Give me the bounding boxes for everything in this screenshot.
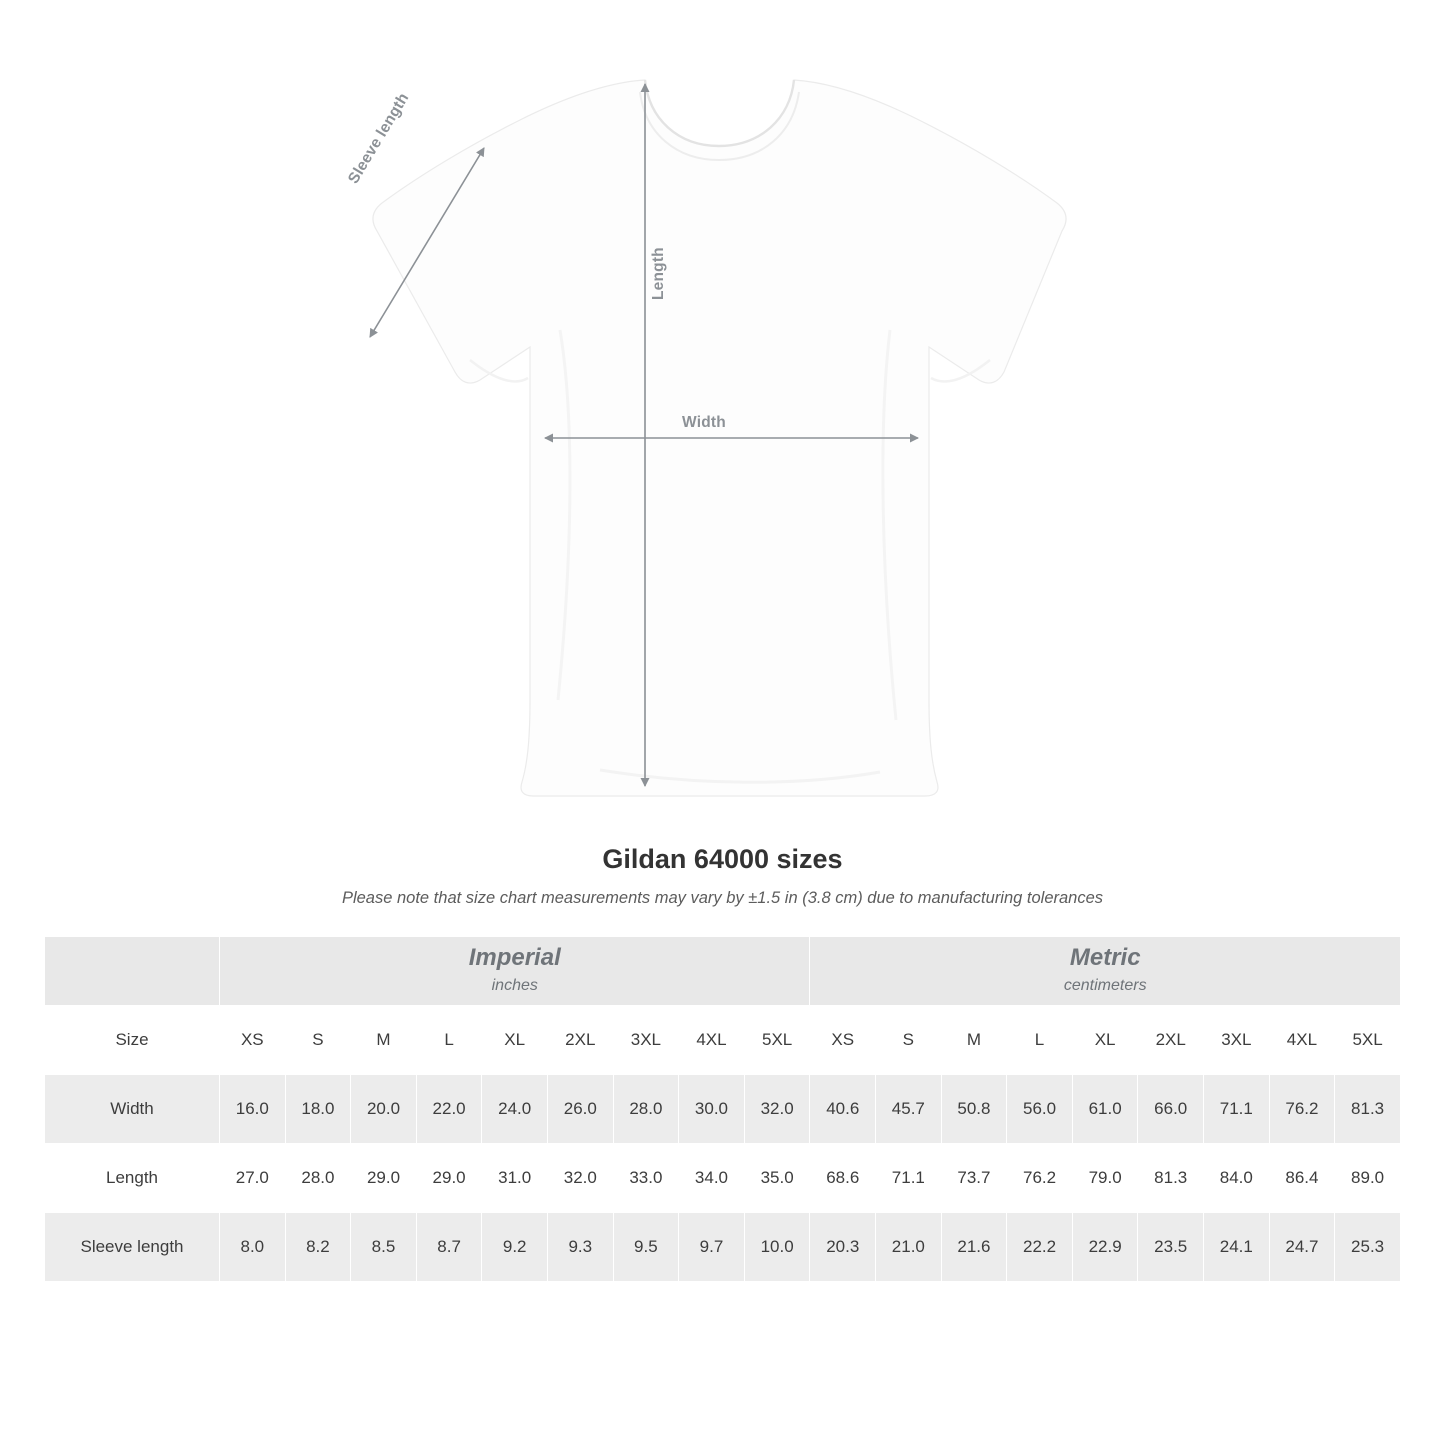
column-header-imperial-m: M — [351, 1006, 417, 1075]
cell-width-14: 66.0 — [1138, 1075, 1204, 1144]
metric-unit-cell — [810, 937, 1401, 1006]
unit-system-row — [45, 937, 1401, 1006]
column-header-imperial-xl: XL — [482, 1006, 548, 1075]
size-header-row — [45, 1006, 1401, 1075]
cell-width-12: 56.0 — [1007, 1075, 1073, 1144]
cell-sleeve-12: 22.2 — [1007, 1213, 1073, 1282]
table-row — [45, 1075, 1401, 1144]
cell-sleeve-4: 9.2 — [482, 1213, 548, 1282]
row-header-width: Width — [45, 1075, 220, 1144]
cell-length-0: 27.0 — [220, 1144, 286, 1213]
cell-length-8: 35.0 — [744, 1144, 810, 1213]
cell-width-1: 18.0 — [285, 1075, 351, 1144]
cell-width-17: 81.3 — [1335, 1075, 1401, 1144]
cell-width-10: 45.7 — [876, 1075, 942, 1144]
column-header-metric-xs: XS — [810, 1006, 876, 1075]
cell-sleeve-13: 22.9 — [1072, 1213, 1138, 1282]
cell-width-8: 32.0 — [744, 1075, 810, 1144]
cell-sleeve-10: 21.0 — [876, 1213, 942, 1282]
cell-width-15: 71.1 — [1204, 1075, 1270, 1144]
cell-sleeve-0: 8.0 — [220, 1213, 286, 1282]
column-header-imperial-3xl: 3XL — [613, 1006, 679, 1075]
cell-sleeve-7: 9.7 — [679, 1213, 745, 1282]
cell-sleeve-11: 21.6 — [941, 1213, 1007, 1282]
cell-width-3: 22.0 — [416, 1075, 482, 1144]
cell-width-11: 50.8 — [941, 1075, 1007, 1144]
column-header-imperial-5xl: 5XL — [744, 1006, 810, 1075]
cell-sleeve-6: 9.5 — [613, 1213, 679, 1282]
row-header-sleeve-length: Sleeve length — [45, 1213, 220, 1282]
column-header-metric-xl: XL — [1072, 1006, 1138, 1075]
cell-length-14: 81.3 — [1138, 1144, 1204, 1213]
column-header-imperial-s: S — [285, 1006, 351, 1075]
cell-sleeve-14: 23.5 — [1138, 1213, 1204, 1282]
cell-length-13: 79.0 — [1072, 1144, 1138, 1213]
page-title: Gildan 64000 sizes — [602, 844, 843, 874]
size-table-wrapper — [44, 936, 1401, 1282]
column-header-imperial-2xl: 2XL — [547, 1006, 613, 1075]
column-header-metric-l: L — [1007, 1006, 1073, 1075]
cell-sleeve-17: 25.3 — [1335, 1213, 1401, 1282]
cell-length-5: 32.0 — [547, 1144, 613, 1213]
cell-width-2: 20.0 — [351, 1075, 417, 1144]
sleeve-length-label: Sleeve length — [345, 90, 413, 187]
cell-length-1: 28.0 — [285, 1144, 351, 1213]
cell-length-6: 33.0 — [613, 1144, 679, 1213]
cell-length-9: 68.6 — [810, 1144, 876, 1213]
cell-width-5: 26.0 — [547, 1075, 613, 1144]
metric-system-label: Metric — [1069, 944, 1141, 972]
column-header-imperial-4xl: 4XL — [679, 1006, 745, 1075]
cell-width-9: 40.6 — [810, 1075, 876, 1144]
width-label: Width — [682, 414, 726, 431]
metric-unit-sublabel: centimeters — [1063, 977, 1147, 995]
cell-width-7: 30.0 — [679, 1075, 745, 1144]
unit-spacer-cell — [45, 937, 220, 1006]
cell-length-15: 84.0 — [1204, 1144, 1270, 1213]
imperial-unit-cell — [220, 937, 810, 1006]
column-header-metric-m: M — [941, 1006, 1007, 1075]
cell-sleeve-2: 8.5 — [351, 1213, 417, 1282]
column-header-metric-3xl: 3XL — [1204, 1006, 1270, 1075]
column-header-imperial-l: L — [416, 1006, 482, 1075]
size-table — [44, 936, 1401, 1282]
cell-sleeve-9: 20.3 — [810, 1213, 876, 1282]
cell-sleeve-3: 8.7 — [416, 1213, 482, 1282]
cell-width-6: 28.0 — [613, 1075, 679, 1144]
cell-length-16: 86.4 — [1269, 1144, 1335, 1213]
tolerance-note: Please note that size chart measurements may vary by ±1.5 in (3.8 cm) due to manufacturing tolerances — [341, 889, 1104, 907]
table-row — [45, 1213, 1401, 1282]
cell-length-3: 29.0 — [416, 1144, 482, 1213]
column-header-imperial-xs: XS — [220, 1006, 286, 1075]
cell-width-16: 76.2 — [1269, 1075, 1335, 1144]
cell-length-4: 31.0 — [482, 1144, 548, 1213]
column-header-metric-2xl: 2XL — [1138, 1006, 1204, 1075]
cell-width-4: 24.0 — [482, 1075, 548, 1144]
column-header-metric-s: S — [876, 1006, 942, 1075]
cell-sleeve-8: 10.0 — [744, 1213, 810, 1282]
row-header-length: Length — [45, 1144, 220, 1213]
column-header-metric-4xl: 4XL — [1269, 1006, 1335, 1075]
cell-sleeve-15: 24.1 — [1204, 1213, 1270, 1282]
size-row-header: Size — [45, 1006, 220, 1075]
cell-sleeve-1: 8.2 — [285, 1213, 351, 1282]
cell-length-12: 76.2 — [1007, 1144, 1073, 1213]
length-label: Length — [650, 247, 667, 300]
imperial-unit-sublabel: inches — [491, 977, 538, 995]
cell-sleeve-5: 9.3 — [547, 1213, 613, 1282]
cell-width-13: 61.0 — [1072, 1075, 1138, 1144]
column-header-metric-5xl: 5XL — [1335, 1006, 1401, 1075]
cell-length-10: 71.1 — [876, 1144, 942, 1213]
imperial-system-label: Imperial — [468, 944, 561, 972]
cell-length-2: 29.0 — [351, 1144, 417, 1213]
table-row — [45, 1144, 1401, 1213]
chart-header — [0, 844, 1445, 908]
cell-length-17: 89.0 — [1335, 1144, 1401, 1213]
cell-length-11: 73.7 — [941, 1144, 1007, 1213]
cell-width-0: 16.0 — [220, 1075, 286, 1144]
cell-length-7: 34.0 — [679, 1144, 745, 1213]
cell-sleeve-16: 24.7 — [1269, 1213, 1335, 1282]
